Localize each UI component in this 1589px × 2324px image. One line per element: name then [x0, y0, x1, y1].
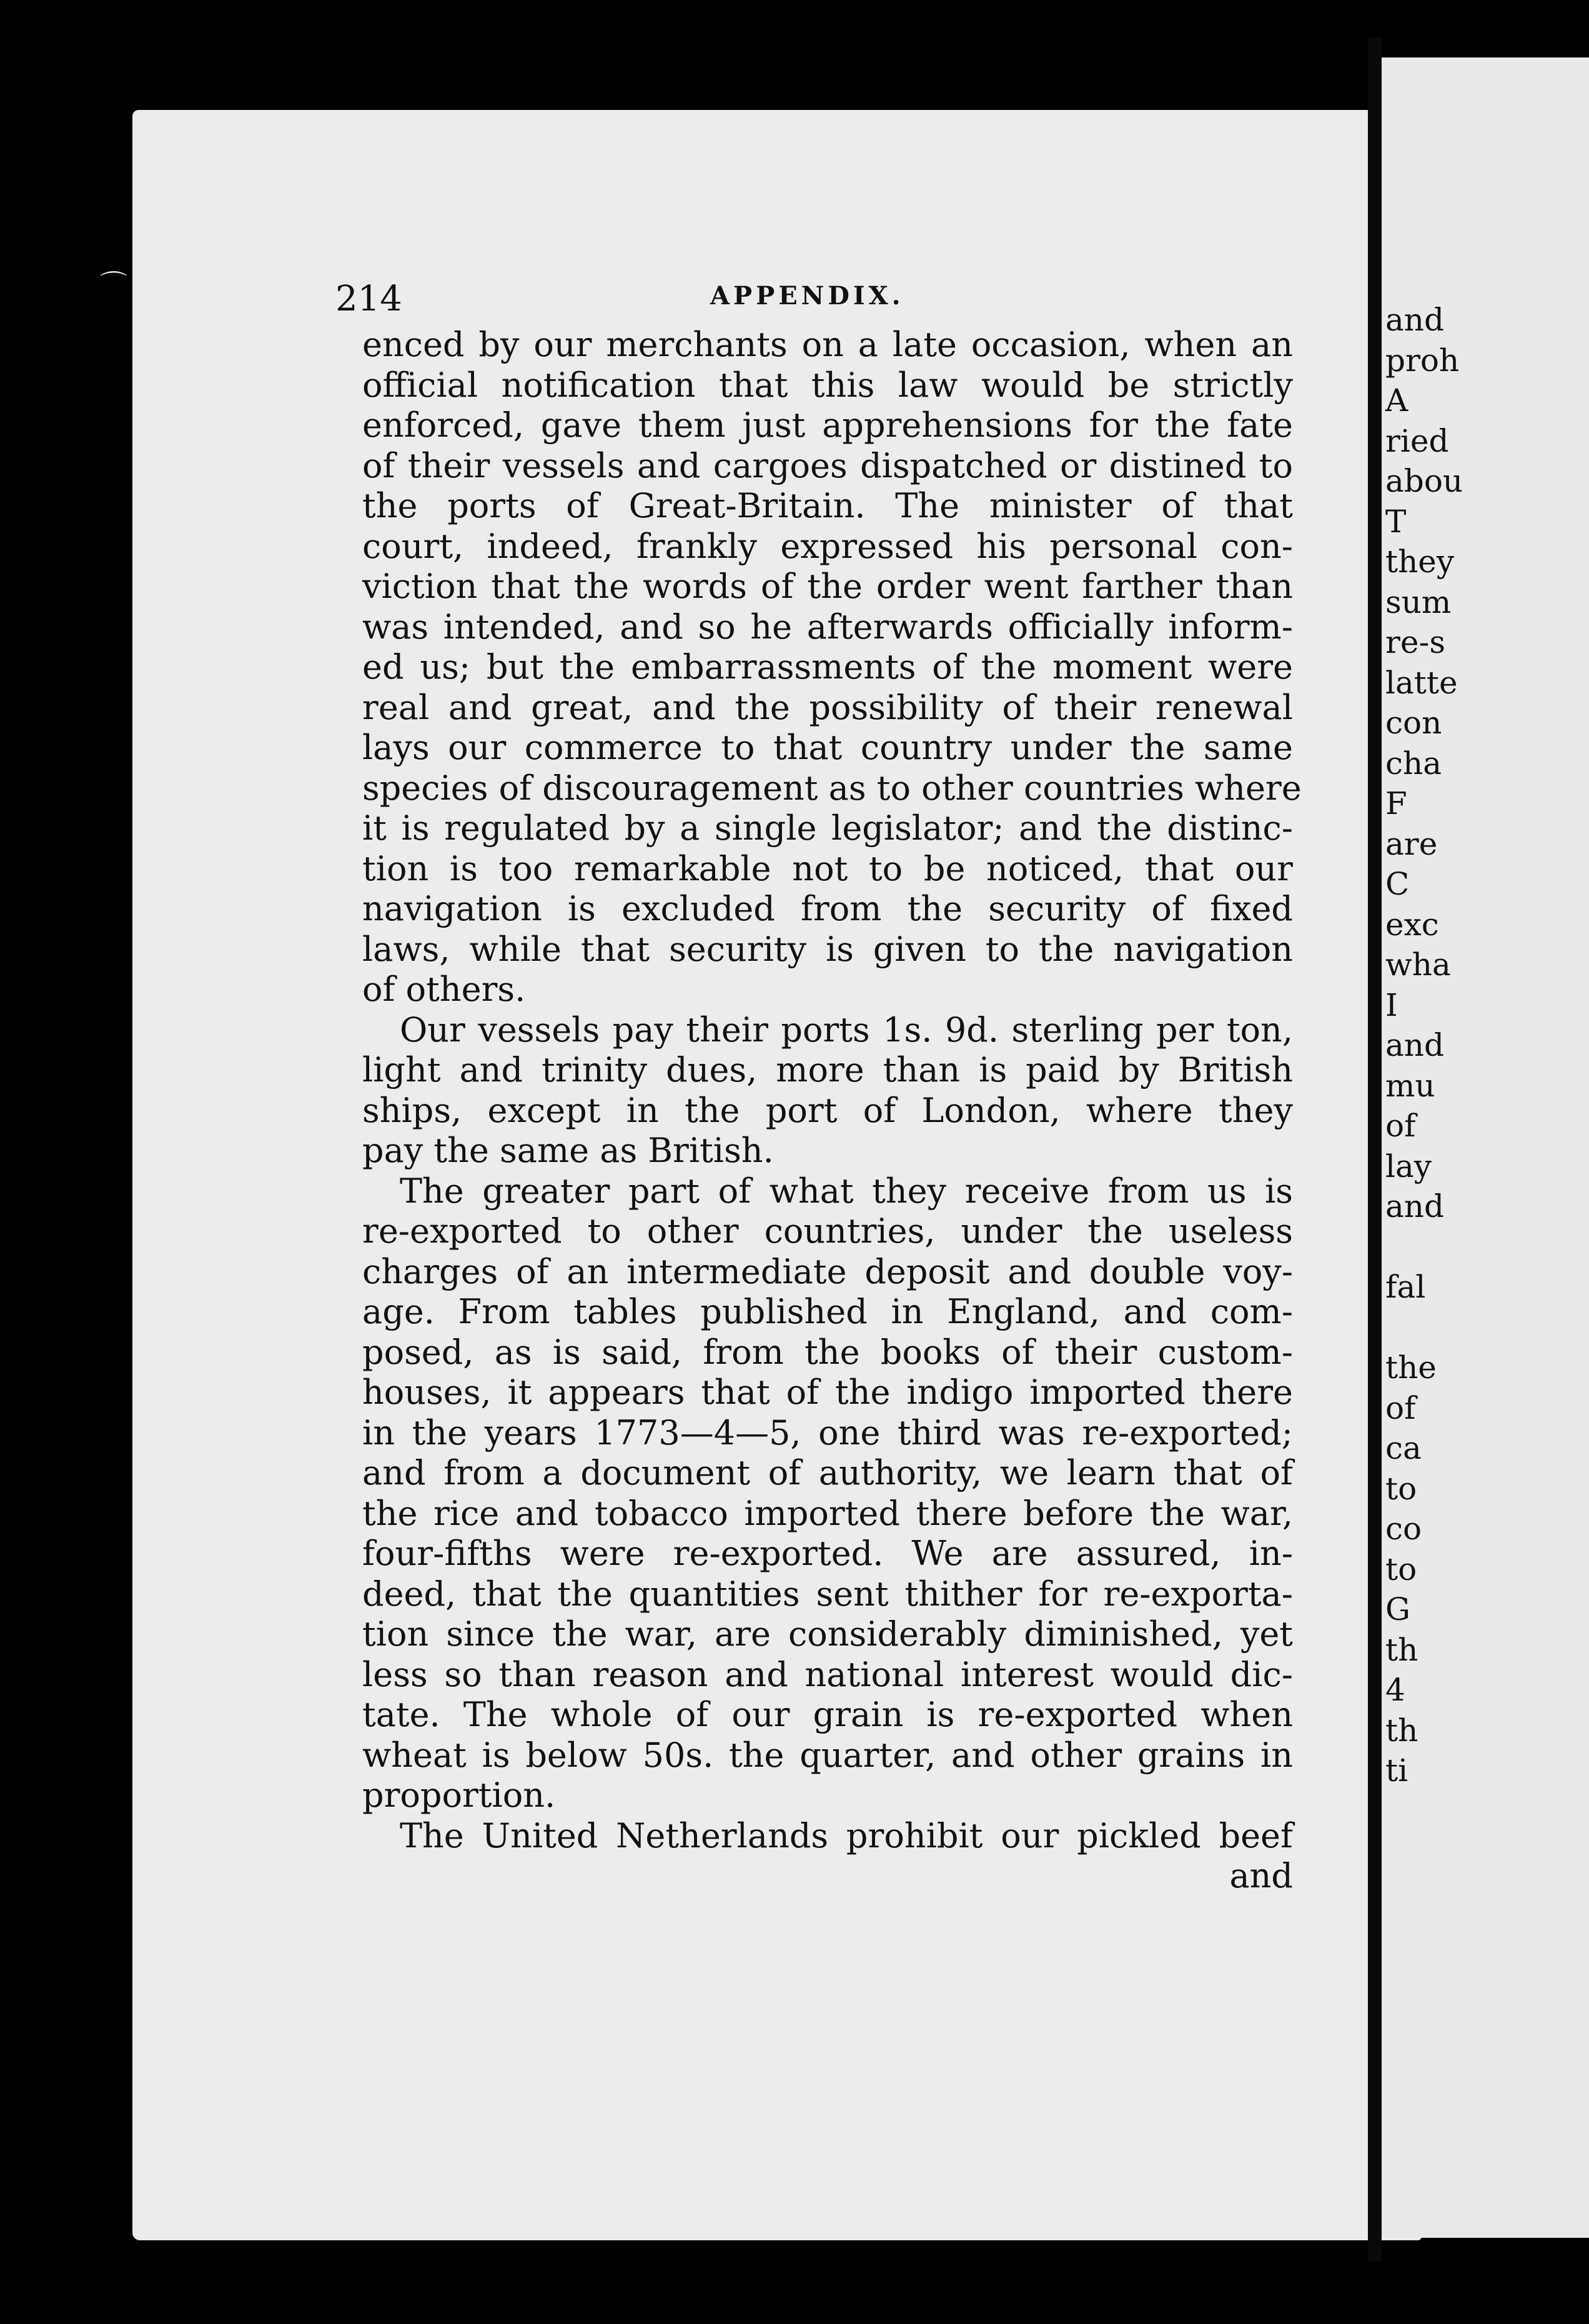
- text-line: was intended, and so he afterwards officially inform-: [362, 607, 1293, 647]
- fragment-line: A: [1385, 382, 1408, 419]
- fragment-line: re-s: [1385, 624, 1446, 660]
- fragment-line: T: [1385, 503, 1407, 540]
- text-line: houses, it appears that of the indigo imported there: [362, 1373, 1293, 1412]
- text-line: ed us; but the embarrassments of the moment were: [362, 647, 1293, 687]
- paragraph-start-line: The greater part of what they receive from us is: [400, 1171, 1293, 1211]
- fragment-line: of: [1385, 1389, 1416, 1426]
- page-header: [335, 279, 1266, 329]
- text-line: light and trinity dues, more than is paid by British: [362, 1050, 1293, 1090]
- text-line: real and great, and the possibility of their renewal: [362, 687, 1293, 727]
- text-line: age. From tables published in England, and com-: [362, 1292, 1293, 1331]
- text-line: tate. The whole of our grain is re-exported when: [362, 1695, 1293, 1734]
- fragment-line: fal: [1385, 1269, 1426, 1305]
- text-line: navigation is excluded from the security of fixed: [362, 889, 1293, 928]
- fragment-line: to: [1385, 1470, 1417, 1507]
- body-text: [362, 325, 1302, 1897]
- fragment-line: I: [1385, 986, 1398, 1023]
- text-line: pay the same as British.: [362, 1131, 774, 1170]
- fragment-line: of: [1385, 1108, 1416, 1144]
- fragment-line: and: [1385, 302, 1445, 338]
- text-line: court, indeed, frankly expressed his personal con-: [362, 526, 1293, 566]
- fragment-line: G: [1385, 1591, 1410, 1627]
- fragment-line: F: [1385, 785, 1407, 822]
- fragment-line: cha: [1385, 745, 1442, 782]
- book-gutter: [1368, 37, 1382, 2262]
- text-line: of their vessels and cargoes dispatched or distined to: [362, 445, 1293, 485]
- text-line: posed, as is said, from the books of their custom-: [362, 1332, 1293, 1372]
- text-line: wheat is below 50s. the quarter, and other grains in: [362, 1735, 1293, 1775]
- fragment-line: con: [1385, 705, 1442, 741]
- running-head: APPENDIX.: [710, 281, 904, 310]
- fragment-line: C: [1385, 866, 1410, 902]
- fragment-line: and: [1385, 1188, 1445, 1224]
- fragment-line: to: [1385, 1551, 1417, 1587]
- text-line: in the years 1773—4—5, one third was re-exported;: [362, 1413, 1293, 1452]
- fragment-line: the: [1385, 1349, 1437, 1386]
- text-line: less so than reason and national interest would dic-: [362, 1654, 1293, 1694]
- fragment-line: co: [1385, 1511, 1422, 1547]
- fragment-line: th: [1385, 1631, 1418, 1668]
- margin-smudge: ⌒: [100, 269, 127, 301]
- fragment-line: sum: [1385, 583, 1452, 620]
- fragment-line: wha: [1385, 946, 1451, 983]
- fragment-line: and: [1385, 1027, 1445, 1063]
- text-line: ships, except in the port of London, where they: [362, 1090, 1293, 1130]
- fragment-line: [1385, 1227, 1585, 1268]
- fragment-line: lay: [1385, 1148, 1432, 1184]
- fragment-line: ca: [1385, 1430, 1422, 1466]
- catchword: and: [1229, 1856, 1293, 1895]
- fragment-line: exc: [1385, 906, 1439, 943]
- text-line: viction that the words of the order went farther than: [362, 567, 1293, 606]
- text-line: four-fifths were re-exported. We are assured, in-: [362, 1534, 1293, 1573]
- text-line: enforced, gave them just apprehensions for the fate: [362, 405, 1293, 445]
- fragment-line: proh: [1385, 342, 1460, 379]
- text-line: of others.: [362, 970, 526, 1009]
- text-line: it is regulated by a single legislator; and the distinc-: [362, 808, 1293, 848]
- text-line: enced by our merchants on a late occasion, when an: [362, 325, 1293, 364]
- fragment-line: th: [1385, 1712, 1418, 1749]
- fragment-line: ti: [1385, 1752, 1408, 1789]
- text-line: the ports of Great-Britain. The minister of that: [362, 486, 1293, 525]
- text-line: charges of an intermediate deposit and double voy-: [362, 1251, 1293, 1291]
- fragment-line: ried: [1385, 422, 1449, 459]
- text-line: official notification that this law would be strictly: [362, 365, 1293, 405]
- text-line: laws, while that security is given to the navigation: [362, 929, 1293, 969]
- page-number: 214: [335, 279, 402, 319]
- text-line: species of discouragement as to other countries where: [362, 768, 1302, 808]
- fragment-line: [1385, 1308, 1585, 1348]
- text-line: re-exported to other countries, under the useless: [362, 1211, 1293, 1251]
- fragment-line: latte: [1385, 664, 1458, 701]
- fragment-line: mu: [1385, 1067, 1435, 1104]
- fragment-line: 4: [1385, 1672, 1405, 1708]
- fragment-line: they: [1385, 544, 1455, 580]
- paragraph-start-line: Our vessels pay their ports 1s. 9d. sterling per ton,: [400, 1010, 1293, 1050]
- fragment-line: abou: [1385, 463, 1463, 499]
- text-line: proportion.: [362, 1775, 556, 1815]
- fragment-line: are: [1385, 825, 1438, 862]
- text-line: the rice and tobacco imported there before the war,: [362, 1493, 1293, 1533]
- text-line: tion is too remarkable not to be noticed, that our: [362, 848, 1293, 888]
- text-line: lays our commerce to that country under the same: [362, 728, 1293, 767]
- paragraph-start-line: The United Netherlands prohibit our pickled beef: [400, 1815, 1293, 1855]
- right-page-text-fragments: [1385, 300, 1585, 1791]
- text-line: deed, that the quantities sent thither for re-exporta-: [362, 1574, 1293, 1614]
- text-line: and from a document of authority, we learn that of: [362, 1453, 1293, 1492]
- text-line: tion since the war, are considerably diminished, yet: [362, 1614, 1293, 1654]
